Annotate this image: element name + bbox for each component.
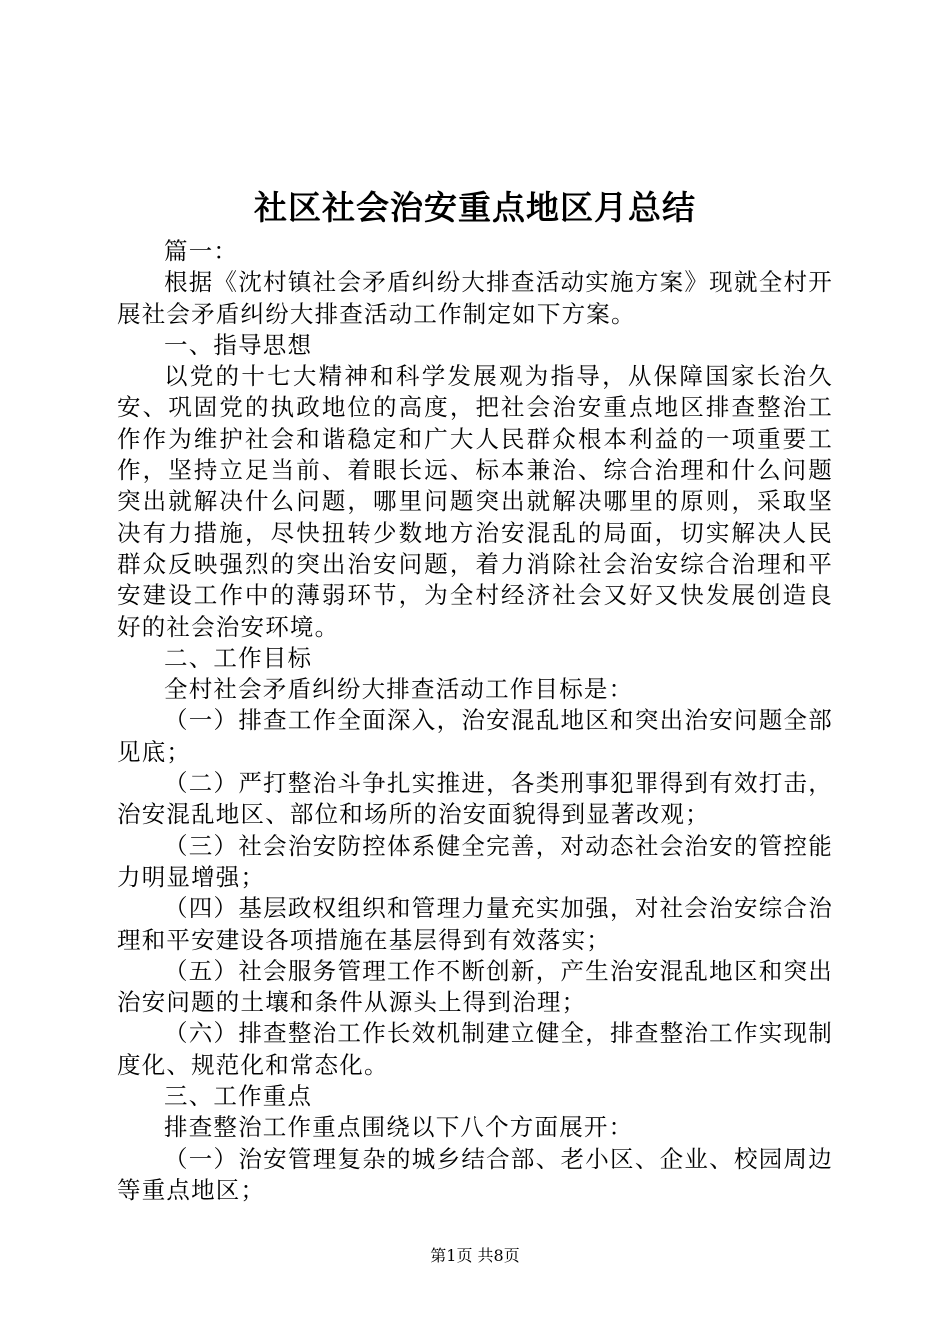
document-title: 社区社会治安重点地区月总结 — [254, 188, 696, 227]
heading-guiding-thought: 一、指导思想 — [164, 330, 313, 359]
goal-item-4: （四）基层政权组织和管理力量充实加强，对社会治安综合治理和平安建设各项措施在基层得到有效落实； — [117, 894, 833, 954]
heading-work-goals: 二、工作目标 — [164, 643, 313, 672]
heading-work-focus: 三、工作重点 — [164, 1082, 313, 1111]
paragraph-part-one: 篇一： — [164, 237, 239, 265]
paragraph-intro: 根据《沈村镇社会矛盾纠纷大排查活动实施方案》现就全村开展社会矛盾纠纷大排查活动工作制定如下方案。 — [117, 268, 833, 328]
goal-item-5: （五）社会服务管理工作不断创新，产生治安混乱地区和突出治安问题的土壤和条件从源头上得到治理； — [117, 956, 833, 1017]
paragraph-guiding-thought: 以党的十七大精神和科学发展观为指导，从保障国家长治久安、巩固党的执政地位的高度，把社会治安重点地区排查整治工作作为维护社会和谐稳定和广大人民群众根本利益的一项重要工作，坚持立足当前、着眼长远、标本兼治、综合治理和什么问题突出就解决什么问题，哪里问题突出就解决哪里的原则，采取坚决有力措施，尽快扭转少数地方治安混乱的局面，切实解决人民群众反映强烈的突出治安问题，着力消除社会治安综合治理和平安建设工作中的薄弱环节，为全村经济社会又好又快发展创造良好的社会治安环境。 — [117, 362, 833, 641]
goal-item-3: （三）社会治安防控体系健全完善，对动态社会治安的管控能力明显增强； — [117, 831, 833, 891]
focus-item-1: （一）治安管理复杂的城乡结合部、老小区、企业、校园周边等重点地区； — [117, 1144, 833, 1204]
goal-item-1: （一）排查工作全面深入，治安混乱地区和突出治安问题全部见底； — [117, 706, 833, 766]
page-footer: 第1页 共8页 — [430, 1246, 520, 1265]
goal-item-2: （二）严打整治斗争扎实推进，各类刑事犯罪得到有效打击，治安混乱地区、部位和场所的治安面貌得到显著改观； — [117, 769, 833, 829]
document-body — [117, 236, 833, 1206]
paragraph-focus-intro: 排查整治工作重点围绕以下八个方面展开： — [164, 1113, 634, 1142]
goal-item-6: （六）排查整治工作长效机制建立健全，排查整治工作实现制度化、规范化和常态化。 — [117, 1019, 833, 1079]
paragraph-goals-intro: 全村社会矛盾纠纷大排查活动工作目标是： — [164, 675, 634, 704]
